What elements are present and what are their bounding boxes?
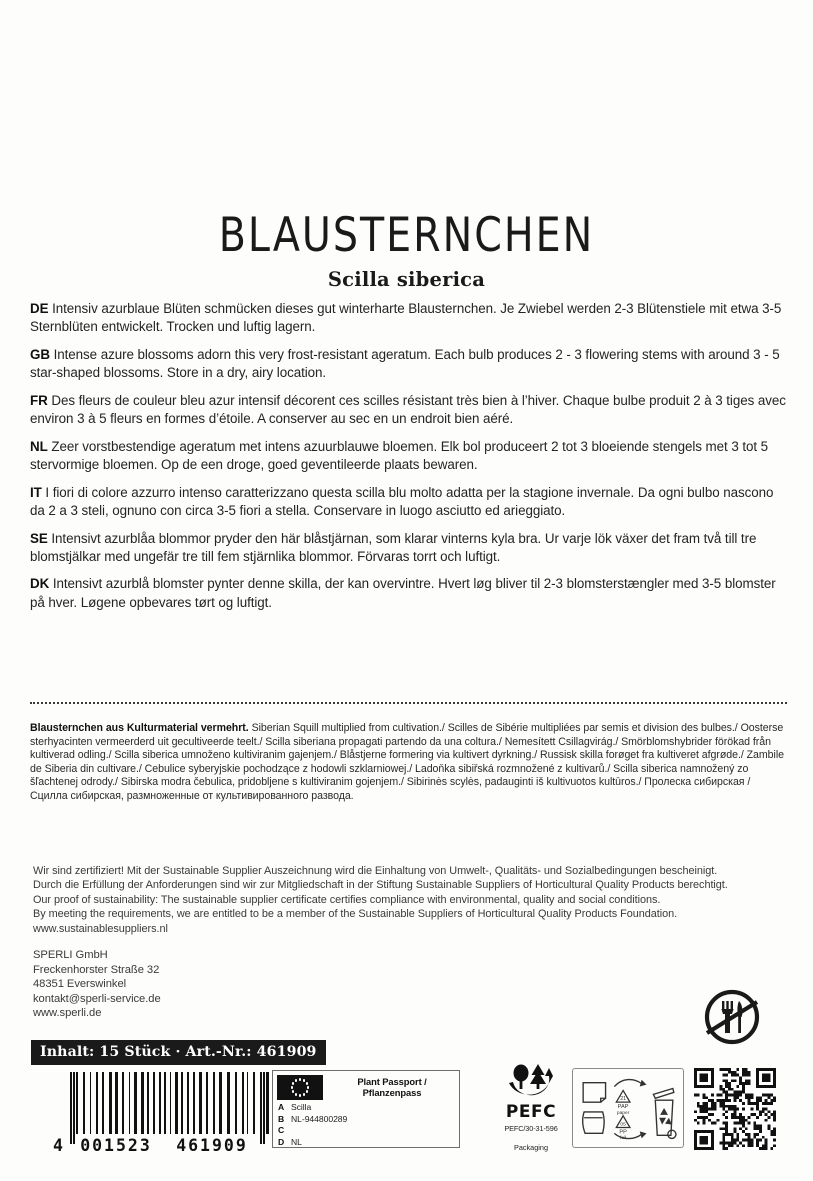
not-for-food-icon	[694, 986, 770, 1050]
lang-code-fr: FR	[30, 392, 48, 408]
description-text-de: Intensiv azurblaue Blüten schmücken dieses gut winterharte Blausternchen. Je Zwiebel werden 2-3 Blütenstiele mit etwa 3-5 Sternblüten entwickelt. Trocken und luftig lagern.	[30, 301, 782, 335]
pefc-wordmark: PEFC	[505, 1102, 557, 1122]
plant-passport-row	[278, 1102, 455, 1114]
pp-key-d: D	[278, 1136, 285, 1147]
pp-key-a: A	[278, 1102, 285, 1112]
svg-text:05: 05	[620, 1122, 626, 1128]
svg-text:paper: paper	[616, 1110, 630, 1116]
pap-recycle-triangle-icon	[616, 1090, 630, 1115]
pp-recycle-triangle-icon	[616, 1116, 630, 1141]
pefc-code: PEFC/30-31-596	[504, 1124, 558, 1133]
description-text-dk: Intensivt azurblå blomster pynter denne skilla, der kan overvintre. Hvert løg bliver til 2-3 blomsterstængler med 3-5 blomster på hver. Løgene opbevares tørt og luftigt.	[30, 576, 776, 610]
description-de	[30, 300, 787, 336]
eu-flag-icon	[277, 1075, 323, 1100]
lang-code-se: SE	[30, 530, 48, 546]
lang-code-gb: GB	[30, 346, 50, 362]
description-text-gb: Intense azure blossoms adorn this very frost-resistant ageratum. Each bulb produces 2 - 3 flowering stems with around 3 - 5 star-shaped blossoms. Store in a dry, airy location.	[30, 346, 780, 381]
sustainability-line-3: Our proof of sustainability: The sustainable supplier certificate certifies compliance with environmental, quality and social conditions.	[33, 893, 661, 906]
pp-key-c: C	[278, 1125, 285, 1136]
company-street: Freckenhorster Straße 32	[33, 963, 160, 976]
pp-value-d: NL	[291, 1136, 302, 1147]
recycle-arrows-icon	[659, 1108, 672, 1125]
plant-passport-row	[278, 1125, 455, 1137]
content-badge: Inhalt: 15 Stück · Art.-Nr.: 461909	[31, 1040, 326, 1065]
company-website: www.sperli.de	[33, 1007, 102, 1020]
barcode-group-left: 001523	[80, 1136, 152, 1155]
svg-text:foil: foil	[620, 1136, 627, 1142]
description-nl	[30, 438, 787, 474]
recycling-info	[572, 1068, 684, 1148]
sustainability-line-4: By meeting the requirements, we are entitled to be a member of the Sustainable Suppliers of Horticultural Quality Products Foundation.	[33, 908, 678, 921]
lang-code-dk: DK	[30, 576, 50, 592]
barcode-digit-first: 4	[53, 1136, 63, 1155]
company-name: SPERLI GmbH	[33, 949, 108, 961]
sustainability-line-1: Wir sind zertifiziert! Mit der Sustainable Supplier Auszeichnung wird die Einhaltung von Umwelt-, Qualitäts- und Sozialbedingungen bescheinigt.	[33, 865, 718, 877]
cultivation-translations: Siberian Squill multiplied from cultivation./ Scilles de Sibérie multipliées par semis et division des bulbes./ Oosterse sterhyacinten vermeerderd uit gecultiveerde teelt./ Scilla siberiana propagati partendo da una coltura./ Nemesített Csillagvirág./ Smörblomshybrider förökad från kultiverad odling./ Scilla siberica umnoženo kultiviranim gajenjem./ Blåstjerne formering via kultivert dyrkning./ Russisk skilla forøget fra kultiveret afgrøde./ Zambile de Siberia din cultivare./ Cebulice syberyjskie pochodzące z hodowli szklarniowej./ Ladoňka sibiřská rozmnožené z kultivarů./ Scilla siberica namnožený zo šľachtenej odrody./ Sibirska modra čebulica, pridobljene s kultiviranim gojenjem./ Sibirinės scylės, padauginti iš kultivuotos kultūros./ Пролеска сибирская / Сцилла сибирская, размноженные от культивированного развода.	[30, 722, 784, 802]
description-gb	[30, 346, 787, 382]
title-block	[0, 208, 813, 291]
barcode-group-right: 461909	[176, 1136, 248, 1155]
plant-passport-row	[278, 1114, 455, 1126]
description-se	[30, 530, 787, 566]
plant-passport	[272, 1070, 460, 1148]
sustainability-line-2: Durch die Erfüllung der Anforderungen sind wir zur Mitgliedschaft in der Stiftung Sustainable Suppliers of Horticultural Quality Products berechtigt.	[33, 879, 728, 892]
sustainability-website: www.sustainablesuppliers.nl	[33, 922, 168, 935]
company-email: kontakt@sperli-service.de	[33, 992, 161, 1005]
paper-sheet-icon	[583, 1083, 605, 1103]
botanical-name: Scilla siberica	[327, 268, 486, 291]
barcode-digits	[48, 1136, 270, 1155]
pefc-certification	[488, 1063, 574, 1152]
pefc-caption: Packaging	[513, 1143, 549, 1152]
page-title: BLAUSTERNCHEN	[218, 208, 595, 263]
description-it	[30, 484, 787, 520]
company-city: 48351 Everswinkel	[33, 978, 127, 991]
description-fr	[30, 392, 787, 428]
foil-bag-icon	[583, 1112, 604, 1133]
pp-value-a: Scilla	[291, 1102, 312, 1112]
plant-passport-heading: Plant Passport / Pflanzenpass	[357, 1076, 427, 1098]
pefc-tree-icon	[505, 1063, 557, 1103]
description-block	[30, 300, 787, 612]
description-text-fr: Des fleurs de couleur bleu azur intensif décorent ces scilles résistant très bien à l’hiver. Chaque bulbe produit 2 à 3 tiges avec environ 3 à 5 fleurs en formes d’étoile. A conserver au sec en un endroit bien aéré.	[30, 392, 786, 427]
lang-code-it: IT	[30, 484, 42, 500]
pp-value-b: NL-944800289	[291, 1113, 348, 1124]
qr-code-icon	[694, 1068, 776, 1150]
description-dk	[30, 575, 787, 611]
plant-passport-row	[278, 1137, 455, 1149]
cultivation-block	[30, 722, 787, 804]
description-text-it: I fiori di colore azzurro intenso caratterizzano questa scilla blu molto adatta per la stagione invernale. Da ogni bulbo nascono da 2 a 3 steli, ognuno con circa 3-5 fiori a stella. Conservare in luogo asciutto ed arieggiato.	[30, 484, 774, 518]
svg-text:21: 21	[620, 1096, 627, 1103]
lang-code-de: DE	[30, 301, 49, 316]
barcode	[48, 1072, 270, 1172]
description-text-nl: Zeer vorstbestendige ageratum met intens azuurblauwe bloemen. Elk bol produceert 2 tot 3 bloeiende stengels met 3 tot 5 stervormige bloemen. Op de een droge, goed geventileerde plaats bewaren.	[30, 438, 769, 472]
cultivation-lead: Blausternchen aus Kulturmaterial vermehrt.	[30, 722, 249, 734]
description-text-se: Intensivt azurblåa blommor pryder den här blåstjärnan, som klarar vinterns kyla bra. Ur varje lök växer det fram två till tre blomstjälkar med ungefär tre till fem stjärnlika blommor. Förvaras torrt och luftigt.	[30, 530, 757, 564]
svg-text:PAP: PAP	[617, 1104, 629, 1110]
cultivation-text	[30, 722, 787, 804]
sustainability-block	[33, 864, 783, 936]
plant-passport-rows	[278, 1102, 455, 1148]
pp-key-b: B	[278, 1113, 285, 1124]
lang-code-nl: NL	[30, 438, 48, 454]
dotted-divider	[30, 702, 787, 704]
company-address	[33, 948, 363, 1021]
svg-text:PP: PP	[619, 1129, 627, 1136]
